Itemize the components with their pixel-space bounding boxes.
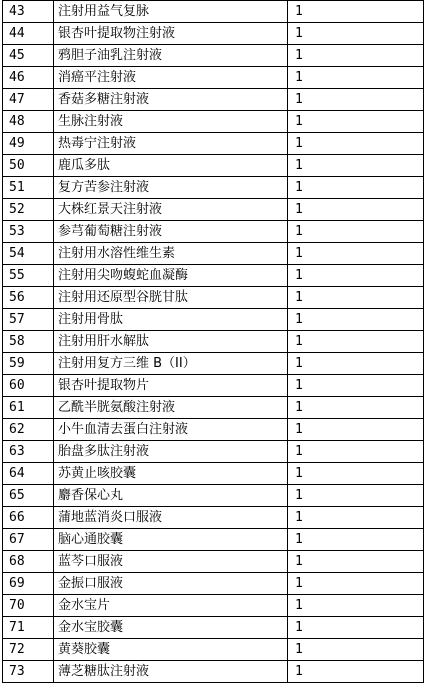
drug-name-cell: 消癌平注射液 [54,67,288,89]
row-number-cell: 54 [3,243,54,265]
table-row [3,375,424,397]
quantity-cell: 1 [288,199,424,221]
table-row [3,485,424,507]
table-row [3,441,424,463]
quantity-cell: 1 [288,353,424,375]
quantity-cell: 1 [288,551,424,573]
quantity-cell: 1 [288,243,424,265]
table-row [3,573,424,595]
table-row [3,111,424,133]
table-row [3,331,424,353]
row-number-cell: 73 [3,661,54,683]
drug-name-cell: 胎盘多肽注射液 [54,441,288,463]
drug-name-cell: 参芎葡萄糖注射液 [54,221,288,243]
drug-name-cell: 注射用水溶性维生素 [54,243,288,265]
row-number-cell: 60 [3,375,54,397]
drug-name-cell: 注射用还原型谷胱甘肽 [54,287,288,309]
drug-name-cell: 蒲地蓝消炎口服液 [54,507,288,529]
row-number-cell: 44 [3,23,54,45]
quantity-cell: 1 [288,529,424,551]
row-number-cell: 58 [3,331,54,353]
row-number-cell: 50 [3,155,54,177]
quantity-cell: 1 [288,45,424,67]
quantity-cell: 1 [288,177,424,199]
table-row [3,639,424,661]
table-row [3,243,424,265]
quantity-cell: 1 [288,23,424,45]
row-number-cell: 47 [3,89,54,111]
table-row [3,89,424,111]
table-row [3,617,424,639]
row-number-cell: 71 [3,617,54,639]
row-number-cell: 66 [3,507,54,529]
table-row [3,1,424,23]
drug-name-cell: 金振口服液 [54,573,288,595]
drug-name-cell: 蓝芩口服液 [54,551,288,573]
row-number-cell: 67 [3,529,54,551]
quantity-cell: 1 [288,661,424,683]
row-number-cell: 68 [3,551,54,573]
quantity-cell: 1 [288,375,424,397]
table-row [3,463,424,485]
table-body [3,1,424,683]
table-row [3,551,424,573]
drug-name-cell: 注射用益气复脉 [54,1,288,23]
row-number-cell: 52 [3,199,54,221]
drug-name-cell: 苏黄止咳胶囊 [54,463,288,485]
drug-name-cell: 金水宝胶囊 [54,617,288,639]
drug-name-cell: 银杏叶提取物注射液 [54,23,288,45]
table-row [3,419,424,441]
table-row [3,23,424,45]
row-number-cell: 49 [3,133,54,155]
quantity-cell: 1 [288,397,424,419]
table-row [3,309,424,331]
row-number-cell: 48 [3,111,54,133]
drug-name-cell: 薄芝糖肽注射液 [54,661,288,683]
quantity-cell: 1 [288,287,424,309]
drug-name-cell: 大株红景天注射液 [54,199,288,221]
table-row [3,199,424,221]
row-number-cell: 43 [3,1,54,23]
row-number-cell: 63 [3,441,54,463]
drug-name-cell: 鸦胆子油乳注射液 [54,45,288,67]
row-number-cell: 62 [3,419,54,441]
table-row [3,265,424,287]
table-row [3,661,424,683]
row-number-cell: 65 [3,485,54,507]
quantity-cell: 1 [288,485,424,507]
drug-name-cell: 香菇多糖注射液 [54,89,288,111]
drug-name-cell: 生脉注射液 [54,111,288,133]
table-row [3,221,424,243]
quantity-cell: 1 [288,133,424,155]
quantity-cell: 1 [288,221,424,243]
table-row [3,155,424,177]
row-number-cell: 45 [3,45,54,67]
row-number-cell: 51 [3,177,54,199]
drug-name-cell: 脑心通胶囊 [54,529,288,551]
quantity-cell: 1 [288,1,424,23]
table-row [3,45,424,67]
table-row [3,67,424,89]
quantity-cell: 1 [288,67,424,89]
quantity-cell: 1 [288,441,424,463]
drug-name-cell: 麝香保心丸 [54,485,288,507]
drug-name-cell: 鹿瓜多肽 [54,155,288,177]
quantity-cell: 1 [288,595,424,617]
row-number-cell: 64 [3,463,54,485]
row-number-cell: 70 [3,595,54,617]
table-row [3,353,424,375]
row-number-cell: 72 [3,639,54,661]
quantity-cell: 1 [288,507,424,529]
drug-name-cell: 复方苦参注射液 [54,177,288,199]
table-row [3,529,424,551]
quantity-cell: 1 [288,573,424,595]
quantity-cell: 1 [288,617,424,639]
drug-name-cell: 注射用骨肽 [54,309,288,331]
table-row [3,177,424,199]
quantity-cell: 1 [288,89,424,111]
drug-name-cell: 银杏叶提取物片 [54,375,288,397]
quantity-cell: 1 [288,155,424,177]
drug-name-cell: 乙酰半胱氨酸注射液 [54,397,288,419]
drug-name-cell: 注射用肝水解肽 [54,331,288,353]
drug-name-cell: 热毒宁注射液 [54,133,288,155]
quantity-cell: 1 [288,111,424,133]
row-number-cell: 46 [3,67,54,89]
quantity-cell: 1 [288,419,424,441]
row-number-cell: 61 [3,397,54,419]
quantity-cell: 1 [288,463,424,485]
row-number-cell: 56 [3,287,54,309]
drug-list-table [2,0,424,683]
table-row [3,397,424,419]
drug-name-cell: 注射用复方三维 B（II） [54,353,288,375]
table-row [3,133,424,155]
drug-name-cell: 注射用尖吻蝮蛇血凝酶 [54,265,288,287]
quantity-cell: 1 [288,265,424,287]
drug-name-cell: 黄葵胶囊 [54,639,288,661]
table-row [3,595,424,617]
row-number-cell: 55 [3,265,54,287]
quantity-cell: 1 [288,331,424,353]
table-row [3,287,424,309]
quantity-cell: 1 [288,639,424,661]
quantity-cell: 1 [288,309,424,331]
row-number-cell: 57 [3,309,54,331]
row-number-cell: 69 [3,573,54,595]
drug-name-cell: 小牛血清去蛋白注射液 [54,419,288,441]
row-number-cell: 59 [3,353,54,375]
table-row [3,507,424,529]
row-number-cell: 53 [3,221,54,243]
drug-name-cell: 金水宝片 [54,595,288,617]
